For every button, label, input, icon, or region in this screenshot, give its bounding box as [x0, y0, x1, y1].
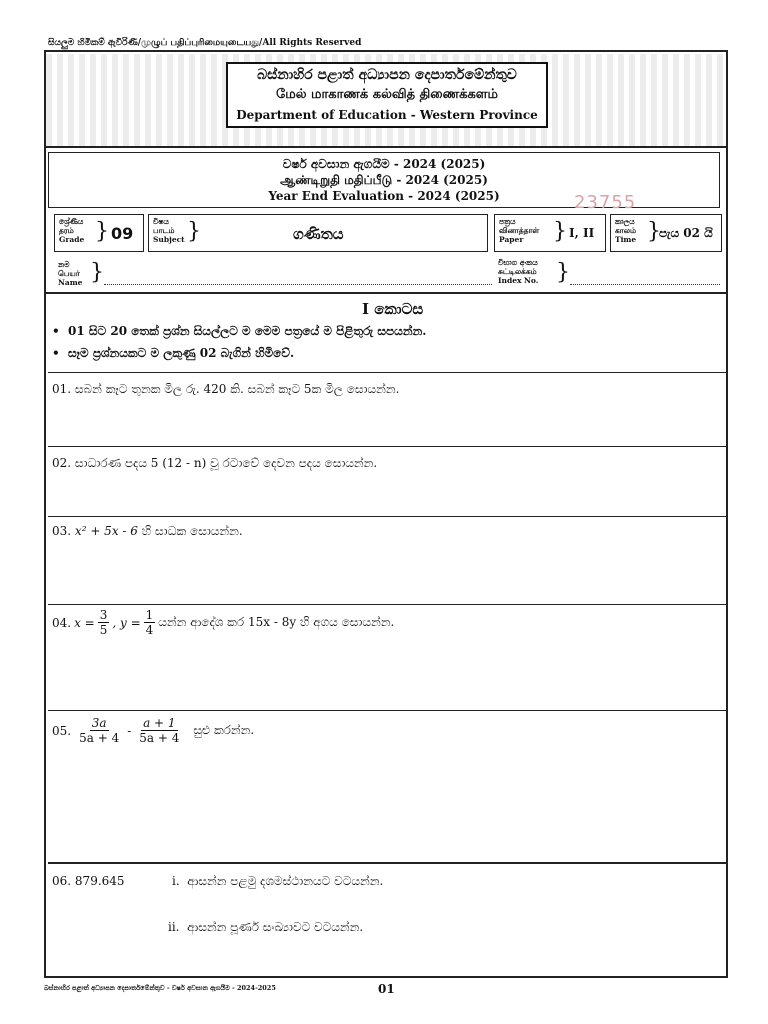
question-6-value: 879.645 [74, 874, 125, 888]
question-4-x-label: x = [74, 615, 95, 630]
brace-icon: } [95, 219, 109, 244]
question-5-text: සුළු කරන්න. [193, 723, 255, 737]
department-box [226, 62, 548, 128]
divider-q6 [48, 862, 728, 864]
question-1-number: 01. [52, 382, 72, 396]
grade-label-en: Grade [59, 235, 85, 244]
divider-q4 [48, 604, 728, 605]
index-label-en: Index No. [498, 276, 539, 285]
divider-q3 [48, 516, 728, 517]
question-3 [52, 524, 243, 539]
header-divider [46, 146, 726, 148]
fraction-denominator: 5a + 4 [139, 731, 180, 745]
dept-english: Department of Education - Western Province [236, 108, 538, 122]
subject-label-si: විෂය [153, 217, 169, 226]
grade-box [54, 214, 144, 252]
fraction-numerator: a + 1 [143, 716, 176, 730]
fraction-numerator: 3a [91, 716, 107, 730]
question-1 [52, 382, 399, 397]
brace-icon: } [90, 260, 104, 285]
fraction-denominator: 5 [99, 623, 108, 637]
question-2 [52, 456, 377, 471]
instruction-1-text: 01 සිට 20 තෙක් ප්‍රශ්න සියල්ලට ම මෙම පත්‍රයේ ම පිළිතුරු සපයන්න. [68, 324, 427, 338]
time-label-ta: காலம் [615, 226, 636, 235]
question-2-text: සාධාරණ පදය 5 (12 - n) වූ රටාවේ දෙවන පදය සොයන්න. [74, 456, 378, 470]
name-label-en: Name [58, 278, 83, 287]
exam-title-english: Year End Evaluation - 2024 (2025) [268, 189, 500, 203]
paper-label-si: පත්‍රය [499, 217, 516, 226]
part-1-text: ආසන්න පළමු දශමස්ථානයට වටයන්න. [187, 874, 384, 888]
info-divider [46, 292, 726, 294]
grade-label-ta: தரம் [59, 226, 74, 235]
fraction-denominator: 4 [145, 623, 154, 637]
question-5-number: 05. [52, 723, 72, 738]
rights-reserved-text: සියලුම හිමිකම් ඇවිරිණි/முழுப் பதிப்புரிமையுடையது/All Rights Reserved [48, 38, 362, 48]
paper-labels [499, 217, 539, 244]
brace-icon: } [187, 219, 201, 244]
brace-icon: } [556, 260, 570, 285]
question-5 [52, 716, 254, 745]
fraction-denominator: 5a + 4 [79, 731, 120, 745]
subject-value: ගණිතය [293, 225, 344, 243]
fraction-numerator: 1 [145, 608, 154, 622]
question-5-fraction-1 [77, 716, 121, 745]
paper-value: I, II [569, 226, 595, 240]
paper-label-en: Paper [499, 235, 524, 244]
footer-text: බස්නාහිර පළාත් අධ්‍යාපන දෙපාර්තමේන්තුව - වර්ෂ අවසාන ඇගයීම - 2024-2025 [44, 984, 276, 992]
part-1-number: i. [172, 874, 180, 888]
part-2-number: ii. [168, 920, 180, 934]
question-2-number: 02. [52, 456, 72, 470]
question-4-x-fraction [98, 608, 110, 637]
question-4-number: 04. [52, 615, 72, 630]
brace-icon: } [647, 219, 661, 244]
question-4-y-label: , y = [112, 615, 141, 630]
question-4-text: යන්න ආදේශ කර 15x - 8y හි අගය සොයන්න. [158, 615, 395, 629]
exam-title-sinhala: වර්ෂ අවසාන ඇගයීම - 2024 (2025) [282, 157, 486, 171]
index-labels [498, 258, 538, 285]
subject-box [148, 214, 488, 252]
time-value: පැය 02 යි [659, 226, 713, 240]
index-label-si: විභාග අංකය [498, 258, 538, 267]
question-3-number: 03. [52, 524, 72, 538]
instruction-1 [52, 324, 426, 339]
instruction-2-text: සෑම ප්‍රශ්නයකට ම ලකුණු 02 බැගින් හිමිවේ. [68, 346, 295, 360]
time-labels [615, 217, 636, 244]
question-6-part-2 [168, 920, 363, 935]
question-4 [52, 608, 394, 637]
fraction-numerator: 3 [99, 608, 108, 622]
subject-label-ta: பாடம் [153, 226, 175, 235]
dept-sinhala: බස්නාහිර පළාත් අධ්‍යාපන දෙපාර්තමේන්තුව [257, 67, 517, 83]
question-6-number-line [52, 874, 125, 888]
divider-q2 [48, 446, 728, 447]
index-field[interactable] [570, 284, 720, 285]
name-labels [58, 260, 82, 287]
question-3-text: හි සාධක සොයන්න. [141, 524, 243, 538]
name-label-ta: பெயர் [58, 269, 80, 278]
grade-labels [59, 217, 84, 244]
section-title: I කොටස [362, 300, 424, 318]
subject-label-en: Subject [153, 235, 185, 244]
brace-icon: } [553, 219, 567, 244]
question-4-y-fraction [144, 608, 156, 637]
divider-q5 [48, 710, 728, 711]
grade-label-si: ශ්‍රේණිය [59, 217, 84, 226]
page-number: 01 [378, 982, 395, 996]
name-label-si: නම [58, 260, 70, 269]
bullet-icon: • [52, 346, 69, 360]
name-field[interactable] [104, 284, 492, 285]
part-2-text: ආසන්න පූර්ණ සංඛ්‍යාවට වටයන්න. [187, 920, 364, 934]
question-5-minus: - [127, 723, 132, 738]
question-6-part-1 [172, 874, 383, 889]
time-box [610, 214, 722, 252]
question-3-expression: x² + 5x - 6 [74, 524, 138, 538]
question-6-number: 06. [52, 874, 72, 888]
time-label-en: Time [615, 235, 637, 244]
dept-tamil: மேல் மாகாணக் கல்வித் திணைக்களம் [276, 87, 498, 102]
question-1-text: සබන් කෑට තුනක මිල රු. 420 කි. සබන් කෑට 5ක මිල සොයන්න. [74, 382, 400, 396]
grade-value: 09 [111, 224, 134, 243]
index-label-ta: சுட்டிலக்கம் [498, 267, 537, 276]
instruction-2 [52, 346, 294, 361]
bullet-icon: • [52, 324, 69, 338]
time-label-si: කාලය [615, 217, 635, 226]
question-5-fraction-2 [137, 716, 181, 745]
exam-title-tamil: ஆண்டிறுதி மதிப்பீடு - 2024 (2025) [280, 173, 488, 187]
subject-labels [153, 217, 185, 244]
paper-box [494, 214, 606, 252]
paper-label-ta: வினாத்தாள் [499, 226, 540, 235]
stamp-number: 23755 [574, 192, 637, 213]
divider-q1 [48, 372, 728, 373]
